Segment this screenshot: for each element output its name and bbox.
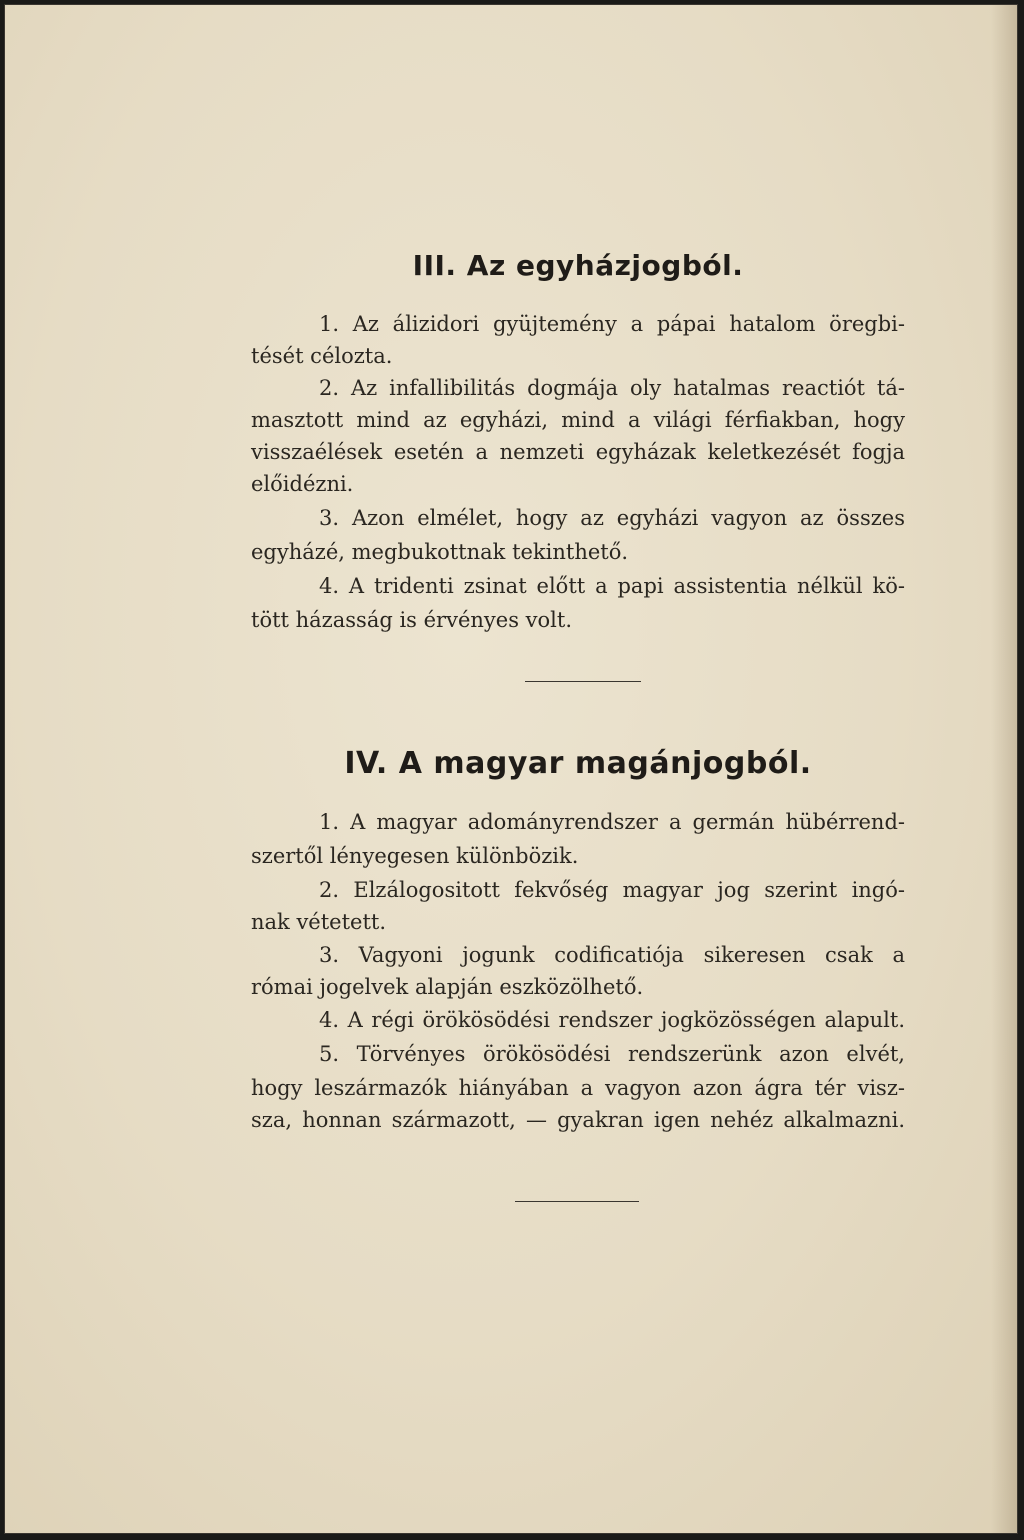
section-4-line: 1. A magyar adományrendszer a germán hübérrend-	[319, 810, 905, 834]
section-4-line: sza, honnan származott, — gyakran igen nehéz alkalmazni.	[251, 1108, 905, 1132]
section-4-line: hogy leszármazók hiányában a vagyon azon ágra tér visz-	[251, 1076, 905, 1100]
section-divider	[525, 681, 641, 682]
section-4-line: római jogelvek alapján eszközölhető.	[251, 975, 644, 999]
section-3-line: tését célozta.	[251, 344, 393, 368]
section-4-line: szertől lényegesen különbözik.	[251, 844, 579, 868]
section-3-body	[251, 307, 905, 647]
section-3-line: 1. Az álizidori gyüjtemény a pápai hatalom öregbi-	[319, 312, 905, 336]
section-4-heading: IV. A magyar magánjogból.	[344, 746, 812, 781]
section-3-line: visszaélések esetén a nemzeti egyházak keletkezését fogja	[251, 440, 905, 464]
section-4-line: 4. A régi örökösödési rendszer jogközösségen alapult.	[319, 1008, 905, 1032]
section-divider	[515, 1201, 639, 1202]
section-4-line: nak vétetett.	[251, 910, 387, 934]
section-4-line: 2. Elzálogositott fekvőség magyar jog szerint ingó-	[319, 878, 905, 902]
section-3-heading: III. Az egyházjogból.	[412, 249, 744, 282]
section-4-line: 5. Törvényes örökösödési rendszerünk azon elvét,	[319, 1042, 905, 1066]
section-3-line: tött házasság is érvényes volt.	[251, 608, 572, 632]
section-3-line: 2. Az infallibilitás dogmája oly hatalmas reactiót tá-	[319, 376, 905, 400]
section-3-line: 3. Azon elmélet, hogy az egyházi vagyon az összes	[319, 506, 905, 530]
section-3-line: előidézni.	[251, 472, 354, 496]
section-4-line: 3. Vagyoni jogunk codificatiója sikeresen csak a	[319, 943, 905, 967]
section-3-line: egyházé, megbukottnak tekinthető.	[251, 540, 629, 564]
section-3-line: 4. A tridenti zsinat előtt a papi assistentia nélkül kö-	[319, 574, 905, 598]
document-page	[4, 4, 1018, 1534]
section-3-line: masztott mind az egyházi, mind a világi férfiakban, hogy	[251, 408, 905, 432]
section-4-body	[251, 805, 905, 1145]
